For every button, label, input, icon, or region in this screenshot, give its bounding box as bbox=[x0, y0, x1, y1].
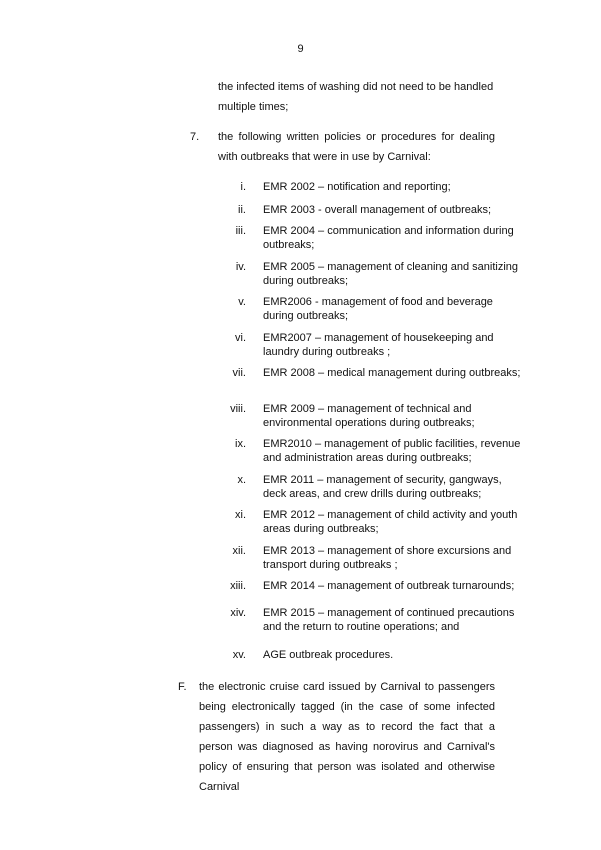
item-F-paragraph: the electronic cruise card issued by Carnival to passengers being electronically tagged (in the case of some infected passengers) in such a way as to record the fact that a person was diagnosed as having norovirus and Carnival's policy of ensuring that person was isolated and otherwise Carnival bbox=[199, 681, 495, 793]
sub-item-text: AGE outbreak procedures. bbox=[263, 649, 394, 661]
page-number: 9 bbox=[297, 43, 304, 55]
item-7-paragraph: the following written policies or procedures for dealing with outbreaks that were in use by Carnival: bbox=[218, 131, 495, 163]
sub-item-text: EMR 2002 – notification and reporting; bbox=[263, 181, 451, 193]
sub-item-text: EMR 2005 – management of cleaning and sanitizing during outbreaks; bbox=[263, 261, 518, 287]
sub-item-text: EMR 2012 – management of child activity and youth areas during outbreaks; bbox=[263, 509, 518, 535]
sub-item-text: EMR2010 – management of public facilities, revenue and administration areas during outbreaks; bbox=[263, 438, 521, 464]
sub-item-text: EMR2007 – management of housekeeping and laundry during outbreaks ; bbox=[263, 332, 494, 358]
item-7-marker: 7. bbox=[190, 131, 200, 143]
sub-item-text: EMR 2011 – management of security, gangways, deck areas, and crew drills during outbreaks; bbox=[263, 474, 502, 500]
sub-item-number: x. bbox=[237, 474, 246, 486]
sub-item-number: iii. bbox=[235, 225, 246, 237]
sub-item-text: EMR 2004 – communication and information during outbreaks; bbox=[263, 225, 514, 251]
item-F-marker: F. bbox=[178, 681, 187, 693]
sub-item-number: vii. bbox=[232, 367, 246, 379]
sub-item-number: xii. bbox=[232, 545, 246, 557]
sub-item-text: EMR 2015 – management of continued precautions and the return to routine operations; and bbox=[263, 607, 515, 633]
sub-item-number: v. bbox=[238, 296, 246, 308]
continuation-paragraph: the infected items of washing did not need to be handled multiple times; bbox=[218, 81, 494, 113]
sub-item-text: EMR 2008 – medical management during outbreaks; bbox=[263, 367, 521, 379]
sub-item-number: xiii. bbox=[230, 580, 246, 592]
sub-item-number: xi. bbox=[235, 509, 246, 521]
sub-item-number: ii. bbox=[238, 204, 246, 216]
sub-item-number: ix. bbox=[235, 438, 246, 450]
sub-item-number: iv. bbox=[235, 261, 246, 273]
sub-item-number: i. bbox=[240, 181, 246, 193]
sub-item-number: xiv. bbox=[230, 607, 246, 619]
sub-item-text: EMR 2009 – management of technical and environmental operations during outbreaks; bbox=[263, 403, 475, 429]
sub-item-number: viii. bbox=[230, 403, 246, 415]
sub-item-number: vi. bbox=[235, 332, 246, 344]
sub-item-number: xv. bbox=[232, 649, 246, 661]
sub-item-text: EMR 2014 – management of outbreak turnarounds; bbox=[263, 580, 515, 592]
sub-item-text: EMR2006 - management of food and beverage during outbreaks; bbox=[263, 296, 493, 322]
sub-item-text: EMR 2013 – management of shore excursions and transport during outbreaks ; bbox=[263, 545, 512, 571]
sub-item-text: EMR 2003 - overall management of outbreaks; bbox=[263, 204, 492, 216]
